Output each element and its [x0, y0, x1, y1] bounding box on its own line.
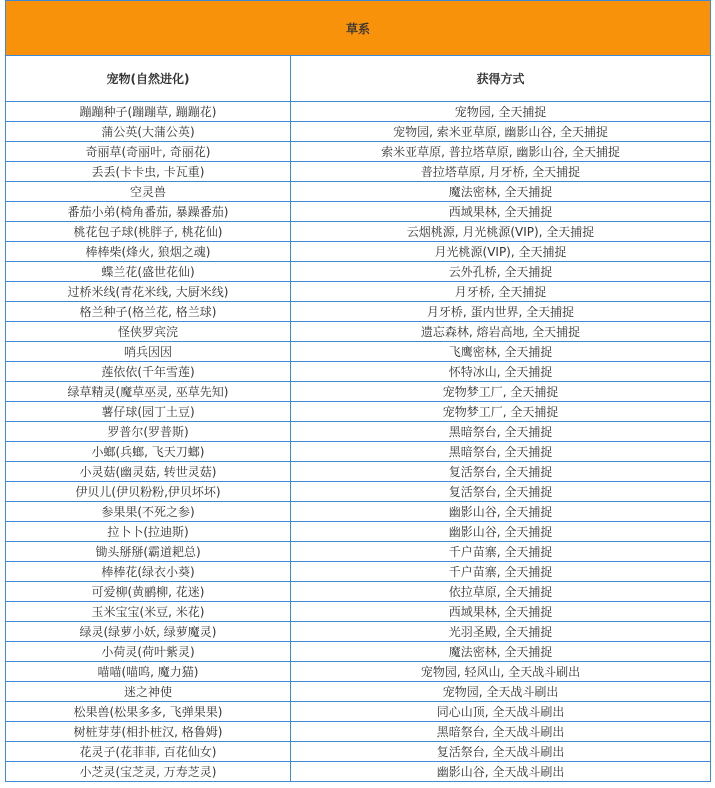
pet-name-cell: 过桥米线(青花米线, 大厨米线) [6, 282, 291, 302]
table-row [6, 442, 711, 462]
acquisition-cell: 宠物园, 全天捕捉 [291, 102, 711, 122]
pet-name-cell: 小芝灵(宝芝灵, 万寿芝灵) [6, 762, 291, 782]
table-row [6, 302, 711, 322]
table-row [6, 482, 711, 502]
table-row [6, 742, 711, 762]
table-row [6, 722, 711, 742]
pet-name-cell: 空灵兽 [6, 182, 291, 202]
pet-name-cell: 树桩芽芽(相扑桩汉, 格鲁姆) [6, 722, 291, 742]
acquisition-cell: 魔法密林, 全天捕捉 [291, 642, 711, 662]
table-row [6, 462, 711, 482]
table-row [6, 422, 711, 442]
acquisition-cell: 复活祭台, 全天捕捉 [291, 482, 711, 502]
table-row [6, 222, 711, 242]
table-row [6, 262, 711, 282]
acquisition-cell: 复活祭台, 全天战斗刷出 [291, 742, 711, 762]
acquisition-cell: 云烟桃源, 月光桃源(VIP), 全天捕捉 [291, 222, 711, 242]
pet-name-cell: 锄头掰掰(霸道耙总) [6, 542, 291, 562]
table-body [6, 102, 711, 782]
acquisition-cell: 千户苗寨, 全天捕捉 [291, 542, 711, 562]
table-row [6, 702, 711, 722]
pet-name-cell: 棒棒柴(烽火, 狼烟之魂) [6, 242, 291, 262]
table-row [6, 522, 711, 542]
header-pet: 宠物(自然进化) [6, 56, 291, 102]
pet-name-cell: 丢丢(卡卡虫, 卡瓦重) [6, 162, 291, 182]
acquisition-cell: 月光桃源(VIP), 全天捕捉 [291, 242, 711, 262]
acquisition-cell: 千户苗寨, 全天捕捉 [291, 562, 711, 582]
pet-name-cell: 绿灵(绿萝小妖, 绿萝魔灵) [6, 622, 291, 642]
pet-name-cell: 小螂(兵螂, 飞天刀螂) [6, 442, 291, 462]
table-row [6, 202, 711, 222]
pet-name-cell: 桃花包子球(桃胖子, 桃花仙) [6, 222, 291, 242]
table-row [6, 602, 711, 622]
acquisition-cell: 索米亚草原, 普拉塔草原, 幽影山谷, 全天捕捉 [291, 142, 711, 162]
acquisition-cell: 光羽圣殿, 全天捕捉 [291, 622, 711, 642]
acquisition-cell: 黑暗祭台, 全天捕捉 [291, 422, 711, 442]
pet-name-cell: 莲依依(千年雪莲) [6, 362, 291, 382]
acquisition-cell: 魔法密林, 全天捕捉 [291, 182, 711, 202]
acquisition-cell: 云外孔桥, 全天捕捉 [291, 262, 711, 282]
table-row [6, 682, 711, 702]
table-row [6, 162, 711, 182]
acquisition-cell: 遗忘森林, 熔岩高地, 全天捕捉 [291, 322, 711, 342]
acquisition-cell: 月牙桥, 全天捕捉 [291, 282, 711, 302]
pet-name-cell: 哨兵因因 [6, 342, 291, 362]
table-title: 草系 [6, 1, 711, 56]
acquisition-cell: 宠物园, 轻风山, 全天战斗刷出 [291, 662, 711, 682]
pet-name-cell: 花灵子(花菲菲, 百花仙女) [6, 742, 291, 762]
pet-name-cell: 喵喵(喵呜, 魔力猫) [6, 662, 291, 682]
acquisition-cell: 西域果林, 全天捕捉 [291, 602, 711, 622]
acquisition-cell: 宠物梦工厂, 全天捕捉 [291, 402, 711, 422]
table-row [6, 542, 711, 562]
pet-name-cell: 番茄小弟(椅角番茄, 暴躁番茄) [6, 202, 291, 222]
table-row [6, 762, 711, 782]
acquisition-cell: 幽影山谷, 全天捕捉 [291, 522, 711, 542]
table-row [6, 642, 711, 662]
acquisition-cell: 黑暗祭台, 全天捕捉 [291, 442, 711, 462]
acquisition-cell: 复活祭台, 全天捕捉 [291, 462, 711, 482]
acquisition-cell: 宠物园, 全天战斗刷出 [291, 682, 711, 702]
table-row [6, 242, 711, 262]
acquisition-cell: 普拉塔草原, 月牙桥, 全天捕捉 [291, 162, 711, 182]
acquisition-cell: 依拉草原, 全天捕捉 [291, 582, 711, 602]
pet-name-cell: 罗普尔(罗普斯) [6, 422, 291, 442]
table-row [6, 142, 711, 162]
table-row [6, 362, 711, 382]
pet-name-cell: 可爱柳(黄鹂柳, 花迷) [6, 582, 291, 602]
table-row [6, 502, 711, 522]
pet-name-cell: 绿草精灵(魔草巫灵, 巫草先知) [6, 382, 291, 402]
table-row [6, 622, 711, 642]
table-row [6, 102, 711, 122]
acquisition-cell: 黑暗祭台, 全天战斗刷出 [291, 722, 711, 742]
table-row [6, 382, 711, 402]
table-row [6, 562, 711, 582]
pet-name-cell: 玉米宝宝(米豆, 米花) [6, 602, 291, 622]
pet-name-cell: 格兰种子(格兰花, 格兰球) [6, 302, 291, 322]
table-row [6, 322, 711, 342]
table-row [6, 402, 711, 422]
acquisition-cell: 飞鹰密林, 全天捕捉 [291, 342, 711, 362]
table-row [6, 582, 711, 602]
acquisition-cell: 月牙桥, 蛋内世界, 全天捕捉 [291, 302, 711, 322]
table-row [6, 662, 711, 682]
pet-name-cell: 松果兽(松果多多, 飞弹果果) [6, 702, 291, 722]
pet-acquisition-table [5, 0, 711, 782]
pet-name-cell: 奇丽草(奇丽叶, 奇丽花) [6, 142, 291, 162]
table-header-row [6, 56, 711, 102]
acquisition-cell: 怀特冰山, 全天捕捉 [291, 362, 711, 382]
acquisition-cell: 宠物园, 索米亚草原, 幽影山谷, 全天捕捉 [291, 122, 711, 142]
pet-name-cell: 伊贝儿(伊贝粉粉,伊贝坏坏) [6, 482, 291, 502]
pet-name-cell: 怪侠罗宾浣 [6, 322, 291, 342]
acquisition-cell: 同心山顶, 全天战斗刷出 [291, 702, 711, 722]
pet-name-cell: 小荷灵(荷叶紫灵) [6, 642, 291, 662]
pet-name-cell: 蒲公英(大蒲公英) [6, 122, 291, 142]
acquisition-cell: 幽影山谷, 全天战斗刷出 [291, 762, 711, 782]
acquisition-cell: 宠物梦工厂, 全天捕捉 [291, 382, 711, 402]
pet-name-cell: 小灵菇(幽灵菇, 转世灵菇) [6, 462, 291, 482]
table-title-row [6, 1, 711, 56]
table-row [6, 182, 711, 202]
acquisition-cell: 西域果林, 全天捕捉 [291, 202, 711, 222]
acquisition-cell: 幽影山谷, 全天捕捉 [291, 502, 711, 522]
table-row [6, 122, 711, 142]
pet-name-cell: 蝶兰花(盛世花仙) [6, 262, 291, 282]
table-row [6, 342, 711, 362]
pet-name-cell: 棒棒花(绿衣小葵) [6, 562, 291, 582]
pet-name-cell: 参果果(不死之参) [6, 502, 291, 522]
header-source: 获得方式 [291, 56, 711, 102]
pet-name-cell: 拉卜卜(拉迪斯) [6, 522, 291, 542]
table-row [6, 282, 711, 302]
pet-name-cell: 蹦蹦种子(蹦蹦草, 蹦蹦花) [6, 102, 291, 122]
pet-name-cell: 薯仔球(园丁土豆) [6, 402, 291, 422]
pet-name-cell: 迷之神使 [6, 682, 291, 702]
